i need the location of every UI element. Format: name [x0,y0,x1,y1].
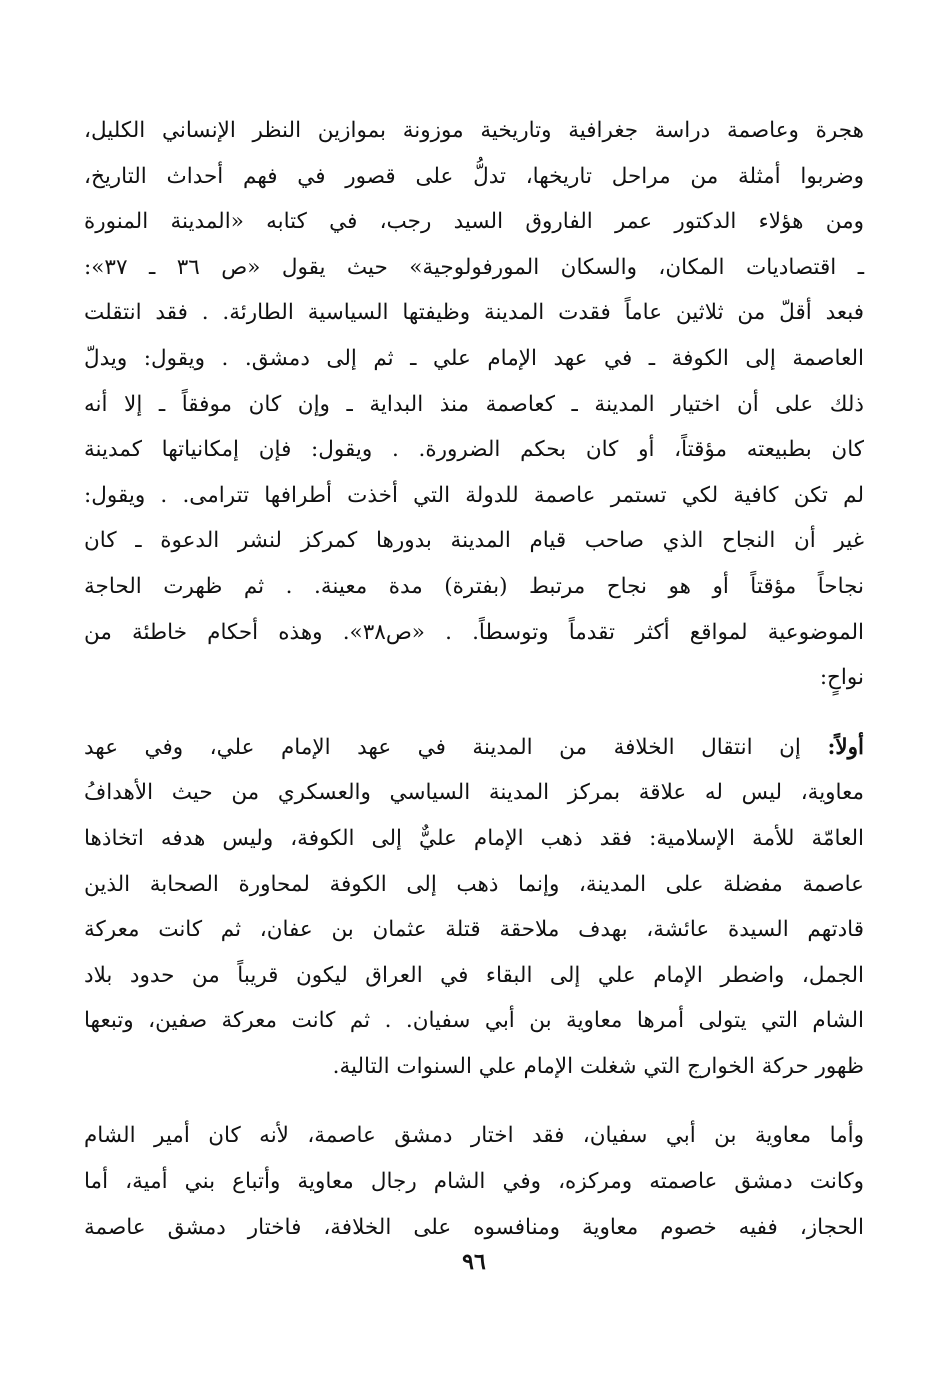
text-line: وضربوا أمثلة من مراحل تاريخها، تدلُّ على قصور في فهم أحداث التاريخ، [84,163,864,189]
paragraph-3 [84,1113,864,1250]
text-line: هجرة وعاصمة دراسة جغرافية وتاريخية موزونة بموازين النظر الإنساني الكليل، [84,118,864,143]
text-line: العاصمة إلى الكوفة ـ في عهد الإمام علي ـ ثم إلى دمشق. . ويقول: ويدلّ [84,345,864,371]
text-line: عاصمة مفضلة على المدينة، وإنما ذهب إلى الكوفة لمحاورة الصحابة الذين [84,871,864,897]
text-line: ذلك على أن اختيار المدينة ـ كعاصمة منذ البداية ـ وإن كان موفقاً ـ إلا أنه [84,391,864,417]
text-line: وأما معاوية بن أبي سفيان، فقد اختار دمشق عاصمة، لأنه كان أمير الشام [84,1123,864,1149]
text-line: كان بطبيعته مؤقتاً، أو كان بحكم الضرورة. . ويقول: فإن إمكانياتها كمدينة [84,437,864,463]
text-line: وكانت دمشق عاصمته ومركزه، وفي الشام رجال معاوية وأتباع بني أمية، أما [84,1169,864,1195]
text-line: معاوية، ليس له علاقة بمركز المدينة السياسي والعسكري من حيث الأهدافُ [84,780,864,806]
text-line: قادتهم السيدة عائشة، بهدف ملاحقة قتلة عثمان بن عفان، ثم كانت معركة [84,917,864,943]
paragraph-1 [84,108,864,701]
text-line: فبعد أقلّ من ثلاثين عاماً فقدت المدينة وظيفتها السياسية الطارئة. . فقد انتقلت [84,300,864,326]
text-line: الشام التي يتولى أمرها معاوية بن أبي سفيان. . ثم كانت معركة صفين، وتبعها [84,1008,864,1034]
paragraph-gap [84,1089,864,1113]
text-line: ـ اقتصاديات المكان، والسكان المورفولوجية» حيث يقول «ص ٣٦ ـ ٣٧»: [84,254,864,280]
paragraph-2 [84,725,864,1090]
page-number: ٩٦ [462,1249,486,1275]
text-line: الحجاز، ففيه خصوم معاوية ومنافسوه على الخلافة، فاختار دمشق عاصمة [84,1214,864,1240]
text-line: لم تكن كافية لكي تستمر عاصمة للدولة التي أخذت أطرافها تترامى. . ويقول: [84,482,864,508]
paragraph-lead: أولاً: [827,734,864,760]
text-line: نجاحاً مؤقتاً أو هو نجاح مرتبط (بفترة) مدة معينة. . ثم ظهرت الحاجة [84,573,864,599]
paragraph-gap [84,701,864,725]
text-line: الجمل، واضطر الإمام علي إلى البقاء في العراق ليكون قريباً من حدود بلاد [84,962,864,988]
text-line: نواحٍ: [819,665,864,691]
text-line-content: إن انتقال الخلافة من المدينة في عهد الإمام علي، وفي عهد [84,734,801,760]
text-line [84,725,864,771]
page-body [84,108,864,1250]
text-line: العامّة للأمة الإسلامية: فقد ذهب الإمام عليٌّ إلى الكوفة، وليس هدفه اتخاذها [84,825,864,851]
text-line: ظهور حركة الخوارج التي شغلت الإمام علي السنوات التالية. [332,1053,864,1079]
text-line: غير أن النجاح الذي صاحب قيام المدينة بدورها كمركز لنشر الدعوة ـ كان [84,528,864,554]
text-line: الموضوعية لمواقع أكثر تقدماً وتوسطاً. . «ص٣٨». وهذه أحكام خاطئة من [84,619,864,645]
text-line: ومن هؤلاء الدكتور عمر الفاروق السيد رجب، في كتابه «المدينة المنورة [84,209,864,235]
